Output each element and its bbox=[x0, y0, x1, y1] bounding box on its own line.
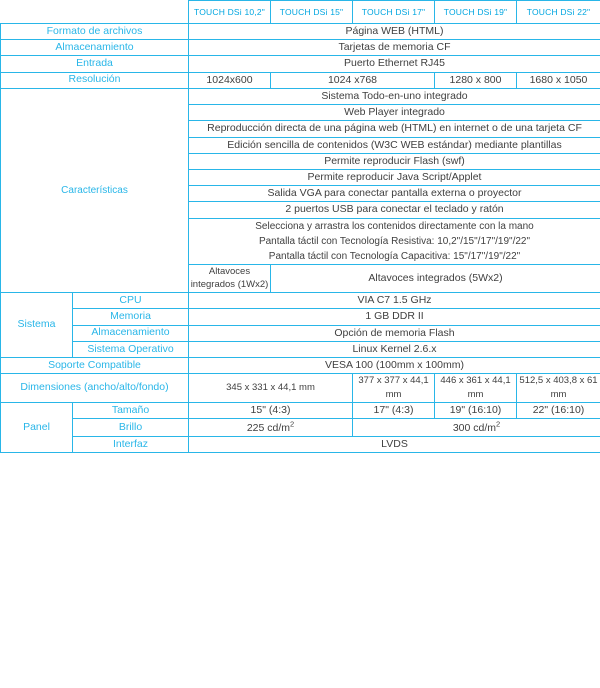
dimensiones-22: 512,5 x 403,8 x 61 mm bbox=[517, 374, 600, 403]
dimensiones-19: 446 x 361 x 44,1 mm bbox=[435, 374, 517, 403]
caracteristica-item: Permite reproducir Java Script/Applet bbox=[189, 169, 600, 185]
table-row bbox=[1, 56, 600, 72]
row-label-formato: Formato de archivos bbox=[1, 24, 189, 40]
row-label-dimensiones: Dimensiones (ancho/alto/fondo) bbox=[1, 374, 189, 403]
tamano-22: 22" (16:10) bbox=[517, 402, 600, 418]
brillo-sup-1: 2 bbox=[290, 419, 295, 428]
row-label-almacenamiento-sistema: Almacenamiento bbox=[73, 325, 189, 341]
row-label-resolucion: Resolución bbox=[1, 72, 189, 88]
caracteristica-item: Web Player integrado bbox=[189, 105, 600, 121]
row-label-sistema-operativo: Sistema Operativo bbox=[73, 341, 189, 357]
brillo-sup-2: 2 bbox=[496, 419, 501, 428]
table-row bbox=[1, 402, 600, 418]
resolucion-10: 1024x600 bbox=[189, 72, 271, 88]
table-header-row bbox=[1, 1, 600, 24]
table-row bbox=[1, 374, 600, 403]
caracteristica-item: Permite reproducir Flash (swf) bbox=[189, 153, 600, 169]
brillo-value-2: 300 cd/m bbox=[452, 421, 497, 434]
row-label-panel: Panel bbox=[1, 402, 73, 452]
row-label-soporte: Soporte Compatible bbox=[1, 358, 189, 374]
tamano-15: 15" (4:3) bbox=[189, 402, 353, 418]
table-row bbox=[1, 88, 600, 104]
tactil-line-3: Pantalla táctil con Tecnología Capacitiva: 15"/17"/19"/22" bbox=[268, 250, 521, 262]
brillo-10-15 bbox=[189, 419, 353, 437]
row-label-entrada: Entrada bbox=[1, 56, 189, 72]
header-col-10: TOUCH DSi 10,2" bbox=[189, 1, 271, 24]
table-row bbox=[1, 24, 600, 40]
caracteristica-item: Salida VGA para conectar pantalla externa o proyector bbox=[189, 186, 600, 202]
row-label-caracteristicas: Características bbox=[1, 88, 189, 292]
caracteristica-item: Reproducción directa de una página web (HTML) en internet o de una tarjeta CF bbox=[189, 121, 600, 137]
row-value-interfaz: LVDS bbox=[189, 436, 600, 452]
header-spacer bbox=[1, 1, 189, 24]
resolucion-19: 1280 x 800 bbox=[435, 72, 517, 88]
row-label-brillo: Brillo bbox=[73, 419, 189, 437]
header-col-17: TOUCH DSi 17" bbox=[353, 1, 435, 24]
caracteristica-item: Sistema Todo-en-uno integrado bbox=[189, 88, 600, 104]
table-row bbox=[1, 358, 600, 374]
header-col-22: TOUCH DSi 22" bbox=[517, 1, 600, 24]
resolucion-22: 1680 x 1050 bbox=[517, 72, 600, 88]
brillo-resto bbox=[353, 419, 600, 437]
row-label-tamano: Tamaño bbox=[73, 402, 189, 418]
table-row bbox=[1, 40, 600, 56]
row-value-almacenamiento-sistema: Opción de memoria Flash bbox=[189, 325, 600, 341]
header-col-19: TOUCH DSi 19" bbox=[435, 1, 517, 24]
tamano-17: 17" (4:3) bbox=[353, 402, 435, 418]
brillo-value-1: 225 cd/m bbox=[246, 421, 291, 434]
table-row bbox=[1, 419, 600, 437]
dimensiones-10-15: 345 x 331 x 44,1 mm bbox=[189, 374, 353, 403]
row-value-cpu: VIA C7 1.5 GHz bbox=[189, 293, 600, 309]
caracteristica-item: 2 puertos USB para conectar el teclado y ratón bbox=[189, 202, 600, 218]
caracteristica-tactil bbox=[189, 218, 600, 264]
row-label-almacenamiento: Almacenamiento bbox=[1, 40, 189, 56]
row-label-cpu: CPU bbox=[73, 293, 189, 309]
row-value-entrada: Puerto Ethernet RJ45 bbox=[189, 56, 600, 72]
table-row bbox=[1, 325, 600, 341]
tactil-line-2: Pantalla táctil con Tecnología Resistiva: 10,2"/15"/17"/19"/22" bbox=[258, 235, 531, 247]
row-value-formato: Página WEB (HTML) bbox=[189, 24, 600, 40]
row-label-interfaz: Interfaz bbox=[73, 436, 189, 452]
tamano-19: 19" (16:10) bbox=[435, 402, 517, 418]
tactil-line-1: Selecciona y arrastra los contenidos directamente con la mano bbox=[255, 220, 534, 232]
table-row bbox=[1, 309, 600, 325]
row-value-almacenamiento: Tarjetas de memoria CF bbox=[189, 40, 600, 56]
row-value-memoria: 1 GB DDR II bbox=[189, 309, 600, 325]
row-label-memoria: Memoria bbox=[73, 309, 189, 325]
altavoces-resto: Altavoces integrados (5Wx2) bbox=[271, 264, 600, 293]
resolucion-15-17: 1024 x768 bbox=[271, 72, 435, 88]
altavoces-10: Altavoces integrados (1Wx2) bbox=[189, 264, 271, 293]
table-row bbox=[1, 72, 600, 88]
row-label-sistema: Sistema bbox=[1, 293, 73, 358]
caracteristica-item: Edición sencilla de contenidos (W3C WEB estándar) mediante plantillas bbox=[189, 137, 600, 153]
header-col-15: TOUCH DSi 15" bbox=[271, 1, 353, 24]
dimensiones-17: 377 x 377 x 44,1 mm bbox=[353, 374, 435, 403]
table-row bbox=[1, 293, 600, 309]
table-row bbox=[1, 341, 600, 357]
row-value-sistema-operativo: Linux Kernel 2.6.x bbox=[189, 341, 600, 357]
row-value-soporte: VESA 100 (100mm x 100mm) bbox=[189, 358, 600, 374]
table-row bbox=[1, 436, 600, 452]
